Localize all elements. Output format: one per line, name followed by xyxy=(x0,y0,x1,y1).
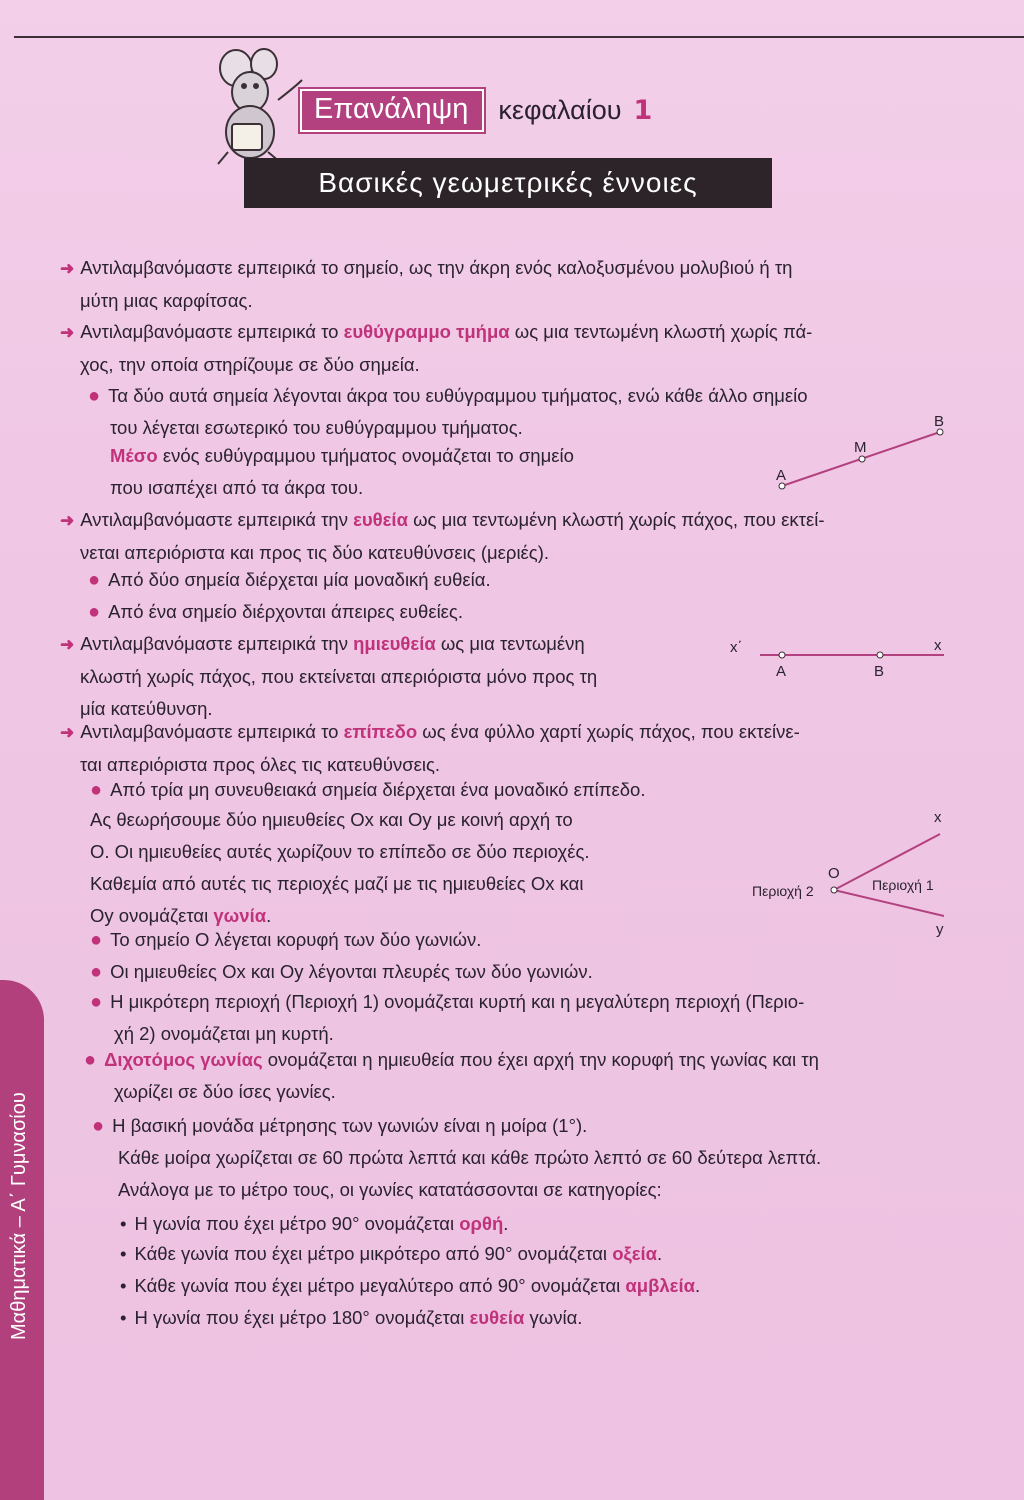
bullet-icon: • xyxy=(120,1243,127,1264)
term-plane: επίπεδο xyxy=(343,721,418,742)
bullet-icon: • xyxy=(120,1307,127,1328)
bullet-icon: ● xyxy=(90,991,103,1013)
arrow-icon: ➜ xyxy=(60,259,75,278)
label-a: A xyxy=(776,467,787,484)
section-title: Βασικές γεωμετρικές έννοιες xyxy=(244,158,772,208)
bullet-icon: ● xyxy=(88,601,101,623)
label-x: x xyxy=(934,637,942,654)
term-angle: γωνία xyxy=(213,905,267,926)
sides-bullet: ● Οι ημιευθείες Οx και Οy λέγονται πλευρές των δύο γωνιών. xyxy=(90,961,593,983)
side-label: Μαθηματικά – Α΄ Γυμνασίου xyxy=(8,1092,30,1340)
chapter-number: 1 xyxy=(633,94,653,126)
category-right: • Η γωνία που έχει μέτρο 90° ονομάζεται ορθή. xyxy=(120,1213,509,1234)
segment-point-m xyxy=(859,456,865,462)
bisector-bullet: ● Διχοτόμος γωνίας ονομάζεται η ημιευθεία που έχει αρχή την κορυφή της γωνίας και τη χωρίζει σε δύο ίσες γωνίες. xyxy=(84,1049,819,1102)
minutes-line: Κάθε μοίρα χωρίζεται σε 60 πρώτα λεπτά και κάθε πρώτο λεπτό σε 60 δεύτερα λεπτά. xyxy=(118,1147,822,1168)
category-obtuse: • Κάθε γωνία που έχει μέτρο μεγαλύτερο από 90° ονομάζεται αμβλεία. xyxy=(120,1275,701,1296)
category-straight: • Η γωνία που έχει μέτρο 180° ονομάζεται ευθεία γωνία. xyxy=(120,1307,583,1328)
point-paragraph: ➜ Αντιλαμβανόμαστε εμπειρικά το σημείο, ως την άκρη ενός καλοξυσμένου μολυβιού ή τη μύτη μιας καρφίτσας. xyxy=(60,257,793,311)
chapter-badge: Επανάληψη xyxy=(300,89,484,132)
label-o: O xyxy=(828,865,840,882)
bullet-icon: ● xyxy=(92,1115,105,1137)
label-x: x xyxy=(934,809,942,826)
arrow-icon: ➜ xyxy=(60,723,75,742)
line-bullet-1: ● Από δύο σημεία διέρχεται μία μοναδική ευθεία. xyxy=(88,569,491,591)
angle-ray-y xyxy=(834,890,944,916)
top-divider xyxy=(14,36,1024,38)
bullet-icon: ● xyxy=(90,779,103,801)
label-region-1: Περιοχή 1 xyxy=(872,877,934,893)
segment-paragraph: ➜ Αντιλαμβανόμαστε εμπειρικά το ευθύγραμμο τμήμα ως μια τεντωμένη κλωστή χωρίς πά- χος, την οποία στηρίζουμε σε δύο σημεία. xyxy=(60,321,813,375)
angle-vertex xyxy=(831,887,837,893)
chapter-heading xyxy=(300,88,652,132)
plane-paragraph: ➜ Αντιλαμβανόμαστε εμπειρικά το επίπεδο ως ένα φύλλο χαρτί χωρίς πάχος, που εκτείνε- ται απεριόριστα προς όλες τις κατευθύνσεις. xyxy=(60,721,800,775)
label-b: B xyxy=(874,663,885,680)
term-segment: ευθύγραμμο τμήμα xyxy=(343,321,510,342)
line-paragraph: ➜ Αντιλαμβανόμαστε εμπειρικά την ευθεία ως μια τεντωμένη κλωστή χωρίς πάχος, που εκτεί- νεται απεριόριστα και προς τις δύο κατευθύνσεις (μεριές). xyxy=(60,509,825,563)
label-region-2: Περιοχή 2 xyxy=(752,883,814,899)
label-y: y xyxy=(936,921,944,938)
arrow-icon: ➜ xyxy=(60,635,75,654)
label-b: B xyxy=(934,413,945,430)
chapter-label: κεφαλαίου xyxy=(498,94,622,125)
term-bisector: Διχοτόμος γωνίας xyxy=(104,1049,263,1070)
arrow-icon: ➜ xyxy=(60,511,75,530)
segment-figure xyxy=(760,410,960,500)
term-midpoint: Μέσο xyxy=(110,445,158,466)
vertex-bullet: ● Το σημείο Ο λέγεται κορυφή των δύο γωνιών. xyxy=(90,929,482,951)
bullet-icon: ● xyxy=(90,961,103,983)
angle-paragraph: Ας θεωρήσουμε δύο ημιευθείες Οx και Οy με κοινή αρχή το Ο. Οι ημιευθείες αυτές χωρίζουν το επίπεδο σε δύο περιοχές. Καθεμία από αυτές τις περιοχές μαζί με τις ημιευθείες Οx και Οy ονομάζεται γωνία. xyxy=(90,809,590,926)
term-ray: ημιευθεία xyxy=(353,633,436,654)
plane-bullet: ● Από τρία μη συνευθειακά σημεία διέρχεται ένα μοναδικό επίπεδο. xyxy=(90,779,646,801)
mouse-mascot-illustration xyxy=(198,40,308,170)
arrow-icon: ➜ xyxy=(60,323,75,342)
ray-point-a xyxy=(779,652,785,658)
ray-point-b xyxy=(877,652,883,658)
label-x-prime: x΄ xyxy=(730,639,743,656)
bullet-icon: • xyxy=(120,1213,127,1234)
label-m: M xyxy=(854,439,867,456)
bullet-icon: ● xyxy=(88,385,101,407)
ray-paragraph: ➜ Αντιλαμβανόμαστε εμπειρικά την ημιευθεία ως μια τεντωμένη κλωστή χωρίς πάχος, που εκτείνεται απεριόριστα μόνο προς τη μία κατεύθυνση. xyxy=(60,633,598,719)
category-acute: • Κάθε γωνία που έχει μέτρο μικρότερο από 90° ονομάζεται οξεία. xyxy=(120,1243,663,1264)
ray-figure xyxy=(720,630,960,690)
term-line: ευθεία xyxy=(353,509,408,530)
degree-bullet: ● Η βασική μονάδα μέτρησης των γωνιών είναι η μοίρα (1°). xyxy=(92,1115,588,1137)
bullet-icon: ● xyxy=(88,569,101,591)
convex-bullet: ● Η μικρότερη περιοχή (Περιοχή 1) ονομάζεται κυρτή και η μεγαλύτερη περιοχή (Περιο- χή 2) ονομάζεται μη κυρτή. xyxy=(90,991,805,1044)
bullet-icon: ● xyxy=(90,929,103,951)
line-bullet-2: ● Από ένα σημείο διέρχονται άπειρες ευθείες. xyxy=(88,601,463,623)
bullet-icon: ● xyxy=(84,1049,97,1071)
segment-endpoints-bullet: ● Τα δύο αυτά σημεία λέγονται άκρα του ευθύγραμμου τμήματος, ενώ κάθε άλλο σημείο του λέγεται εσωτερικό του ευθύγραμμου τμήματος. xyxy=(88,385,808,438)
angle-figure xyxy=(748,808,968,938)
label-a: A xyxy=(776,663,787,680)
bullet-icon: • xyxy=(120,1275,127,1296)
categories-intro: Ανάλογα με το μέτρο τους, οι γωνίες κατατάσσονται σε κατηγορίες: xyxy=(118,1179,662,1200)
midpoint-definition: Μέσο ενός ευθύγραμμου τμήματος ονομάζεται το σημείο που ισαπέχει από τα άκρα του. xyxy=(110,445,574,498)
